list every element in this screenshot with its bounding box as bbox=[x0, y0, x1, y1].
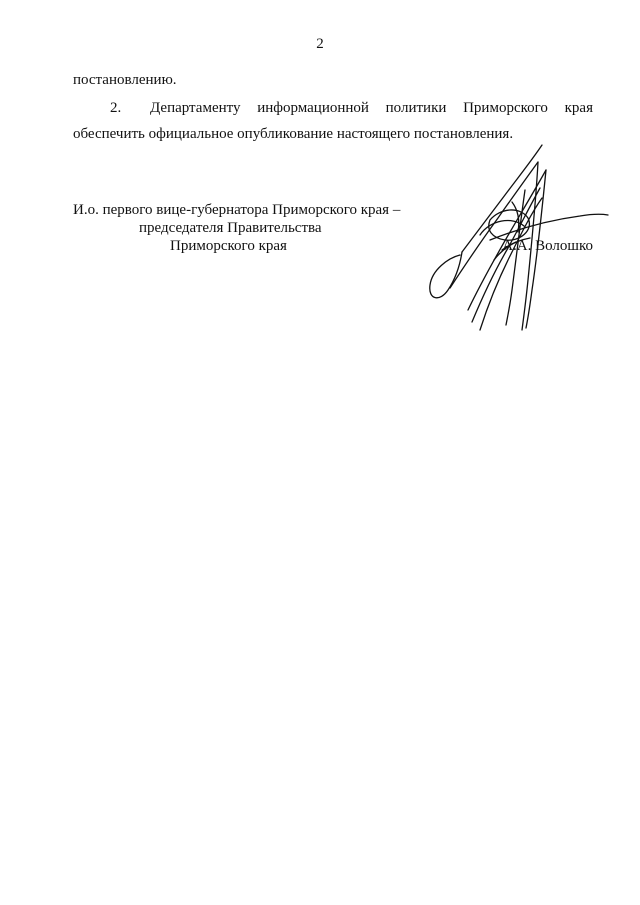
signatory-title bbox=[73, 201, 400, 255]
signer-name: А.А. Волошко bbox=[502, 238, 593, 254]
word: края bbox=[564, 100, 593, 116]
handwritten-signature bbox=[420, 140, 610, 335]
paragraph-number: 2. bbox=[110, 100, 122, 116]
text-line-continuation: постановлению. bbox=[73, 72, 177, 88]
word: Департаменту bbox=[150, 100, 241, 116]
paragraph-2-second-line: обеспечить официальное опубликование настоящего постановления. bbox=[73, 126, 514, 142]
signatory-title-line-3: Приморского края bbox=[170, 238, 287, 254]
signatory-title-line-2: председателя Правительства bbox=[139, 220, 322, 236]
word: Приморского bbox=[463, 100, 548, 116]
word: информационной bbox=[257, 100, 369, 116]
paragraph-2 bbox=[73, 98, 593, 144]
page-number: 2 bbox=[316, 36, 324, 52]
paragraph-2-words bbox=[150, 98, 593, 118]
signatory-title-line-1: И.о. первого вице-губернатора Приморского края – bbox=[73, 202, 401, 218]
word: политики bbox=[385, 100, 447, 116]
paragraph-2-first-line bbox=[73, 98, 593, 118]
